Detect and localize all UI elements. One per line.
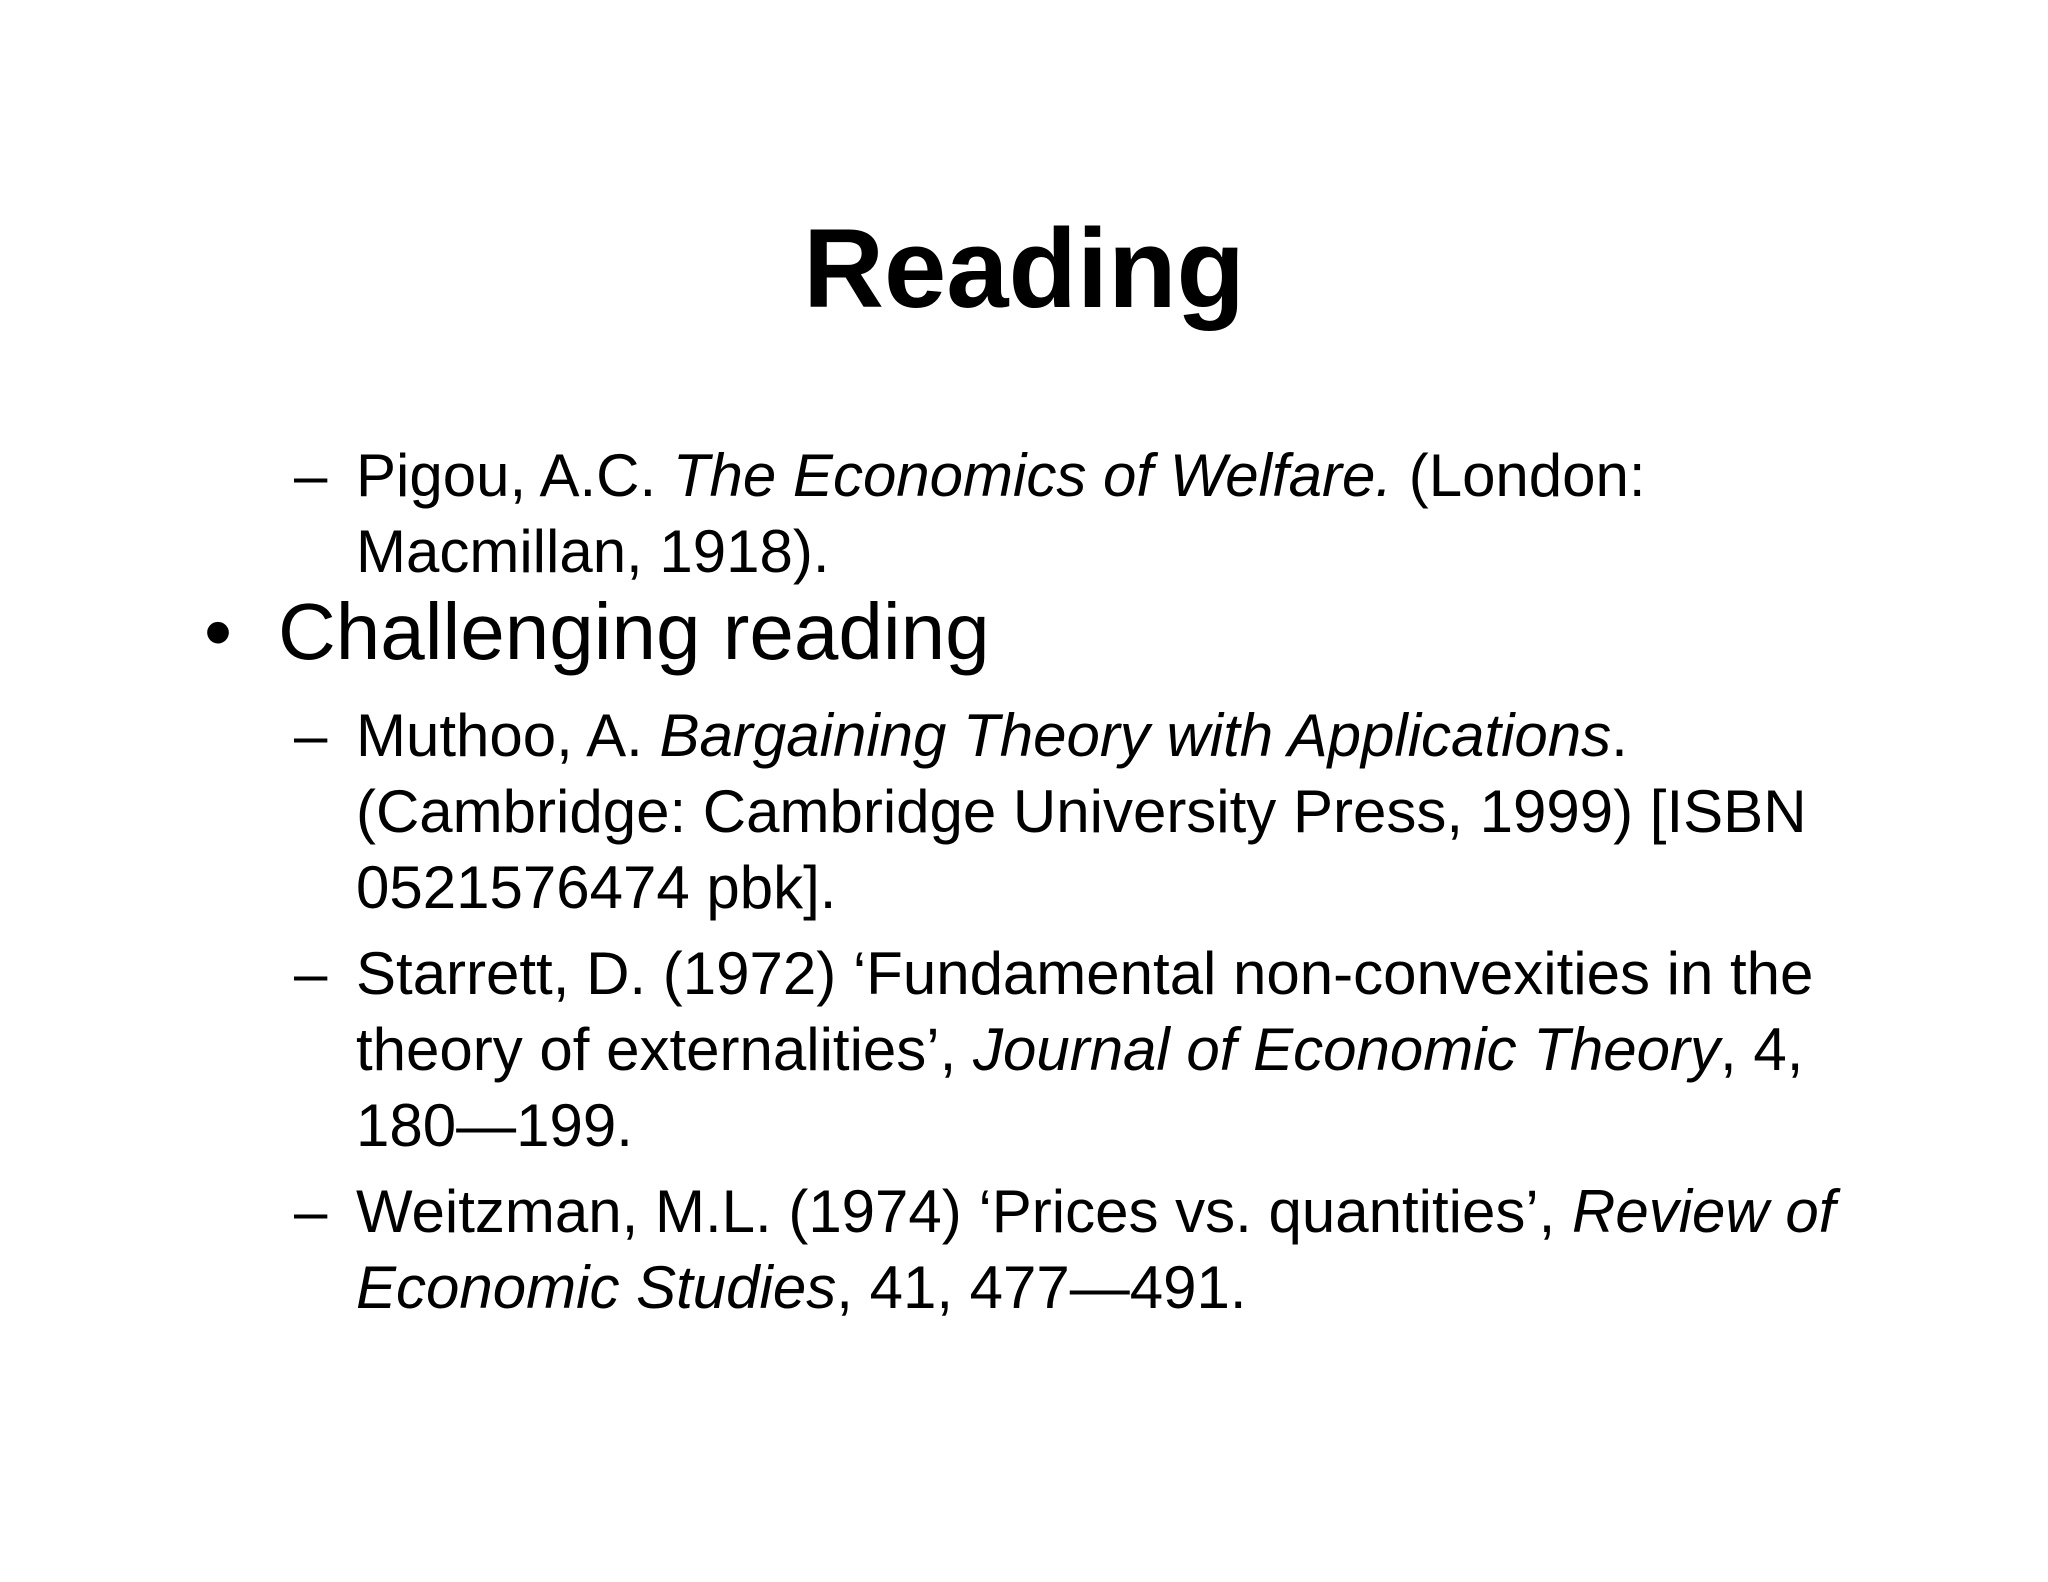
dash-marker: – [294, 1178, 328, 1245]
section-challenging-reading [204, 586, 1804, 678]
bullet-marker: • [204, 587, 233, 676]
citation-work-title: Review of Economic Studies [356, 1178, 1836, 1321]
citation-text [356, 438, 1854, 590]
dash-marker: – [294, 940, 328, 1007]
citation-work-title: Journal of Economic Theory [972, 1016, 1720, 1083]
dash-marker: – [294, 702, 328, 769]
citation-author: Muthoo, A. [356, 702, 660, 769]
citation-text [356, 936, 1854, 1164]
citation-details: , 4, 180—199. [356, 1016, 1804, 1159]
section-heading: Challenging reading [278, 587, 990, 676]
citation-details: (London: Macmillan, 1918). [356, 442, 1646, 585]
citation-text [356, 1174, 1854, 1326]
dash-marker: – [294, 442, 328, 509]
reading-item-pigou [294, 438, 1854, 590]
citation-work-title: Bargaining Theory with Applications [659, 702, 1612, 769]
slide-title: Reading [803, 206, 1245, 331]
citation-details: , 41, 477—491. [836, 1254, 1247, 1321]
citation-author: Starrett, D. (1972) ‘Fundamental non-convexities in the theory of externalities’, [356, 940, 1814, 1083]
citation-work-title: The Economics of Welfare. [672, 442, 1393, 509]
reading-item-starrett [294, 936, 1854, 1164]
citation-details: . (Cambridge: Cambridge University Press, 1999) [ISBN 0521576474 pbk]. [356, 702, 1807, 921]
reading-item-weitzman [294, 1174, 1854, 1326]
citation-author: Pigou, A.C. [356, 442, 673, 509]
reading-item-muthoo [294, 698, 1854, 926]
citation-text [356, 698, 1854, 926]
citation-author: Weitzman, M.L. (1974) ‘Prices vs. quantities’, [356, 1178, 1572, 1245]
